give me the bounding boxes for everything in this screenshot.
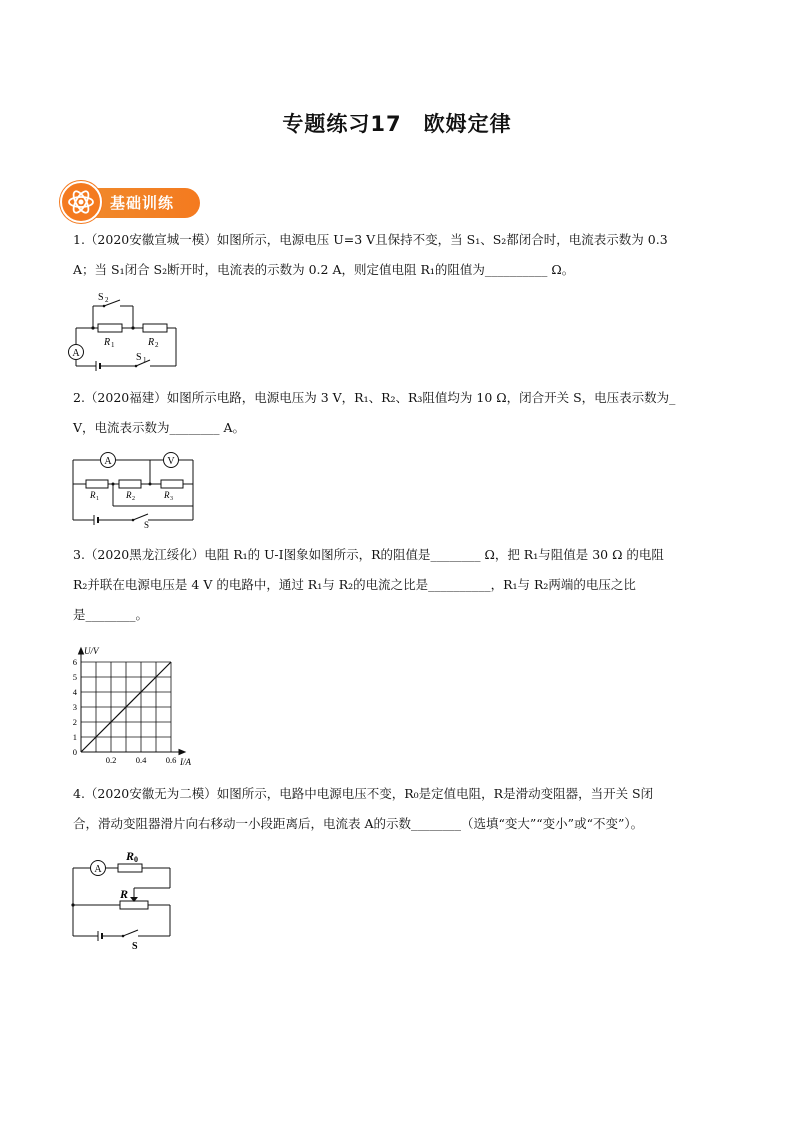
y-tick-label: 0: [72, 747, 77, 757]
y-tick-label: 4: [72, 687, 77, 697]
atom-icon: [60, 181, 102, 223]
question-text: 2.（2020福建）如图所示电路，电源电压为 3 V，R₁、R₂、R₃阻值均为 10 Ω，闭合开关 S，电压表示数为_: [73, 390, 676, 405]
y-tick-label: 5: [72, 672, 77, 682]
circuit-diagram-4: [68, 846, 180, 950]
section-label: 基础训练: [110, 194, 175, 212]
y-tick-label: 2: [72, 717, 77, 727]
s2-label: S: [98, 292, 104, 303]
r1-sub: 1: [96, 496, 99, 502]
s2-sub: 2: [105, 296, 109, 304]
s1-label: S: [136, 352, 142, 363]
y-tick-label: 1: [72, 732, 77, 742]
r1-label: R: [90, 490, 96, 500]
question-text: 3.（2020黑龙江绥化）电阻 R₁的 U-I图象如图所示，R的阻值是________ Ω，把 R₁与阻值是 30 Ω 的电阻: [73, 547, 664, 562]
r3-sub: 3: [170, 496, 173, 502]
r2-label: R: [126, 490, 132, 500]
r1-label: R: [104, 337, 111, 348]
y-axis-arrow: [79, 648, 84, 654]
y-axis-label: U/V: [84, 646, 99, 656]
x-axis-label: I/A: [180, 757, 191, 767]
circuit-diagram-2: [68, 450, 198, 528]
r2-label: R: [148, 337, 155, 348]
r0-label: R: [126, 849, 135, 863]
question-3: [73, 540, 733, 630]
question-1: [73, 225, 733, 285]
question-text: A；当 S₁闭合 S₂断开时，电流表的示数为 0.2 A，则定值电阻 R₁的阻值为__________ Ω。: [73, 262, 575, 277]
x-tick-label: 0.4: [135, 755, 147, 765]
section-banner: [60, 181, 202, 223]
circuit-diagram-1: [68, 288, 188, 372]
r2-sub: 2: [132, 496, 135, 502]
r1-sub: 1: [111, 341, 115, 349]
question-text: 1.（2020安徽宣城一模）如图所示，电源电压 U=3 V且保持不变，当 S₁、S₂都闭合时，电流表示数为 0.3: [73, 232, 668, 247]
ammeter-label: A: [104, 456, 112, 467]
s-label: S: [132, 941, 138, 950]
s-label: S: [144, 520, 150, 528]
question-text: 合，滑动变阻器滑片向右移动一小段距离后，电流表 A的示数________（选填“变大”“变小”或“不变”）。: [73, 816, 644, 831]
page-title: 专题练习17 欧姆定律: [282, 112, 512, 136]
question-text: R₂并联在电源电压是 4 V 的电路中，通过 R₁与 R₂的电流之比是__________，R₁与 R₂两端的电压之比: [73, 577, 636, 592]
x-axis-arrow: [179, 750, 185, 755]
r-label: R: [120, 887, 129, 901]
s1-sub: 1: [143, 356, 147, 364]
y-tick-label: 6: [72, 657, 77, 667]
ui-graph: [66, 640, 196, 770]
question-2: [73, 383, 733, 443]
y-tick-label: 3: [72, 702, 77, 712]
question-text: 4.（2020安徽无为二模）如图所示，电路中电源电压不变，R₀是定值电阻，R是滑动变阻器，当开关 S闭: [73, 786, 654, 801]
voltmeter-label: V: [167, 456, 175, 467]
ammeter-label: A: [94, 864, 102, 875]
question-text: 是________。: [73, 607, 149, 622]
r3-label: R: [164, 490, 170, 500]
x-tick-label: 0.2: [105, 755, 117, 765]
x-tick-label: 0.6: [165, 755, 177, 765]
question-4: [73, 779, 733, 839]
question-text: V，电流表示数为________ A。: [73, 420, 246, 435]
r2-sub: 2: [155, 341, 159, 349]
r0-sub: 0: [134, 855, 138, 864]
ammeter-label: A: [72, 348, 80, 359]
